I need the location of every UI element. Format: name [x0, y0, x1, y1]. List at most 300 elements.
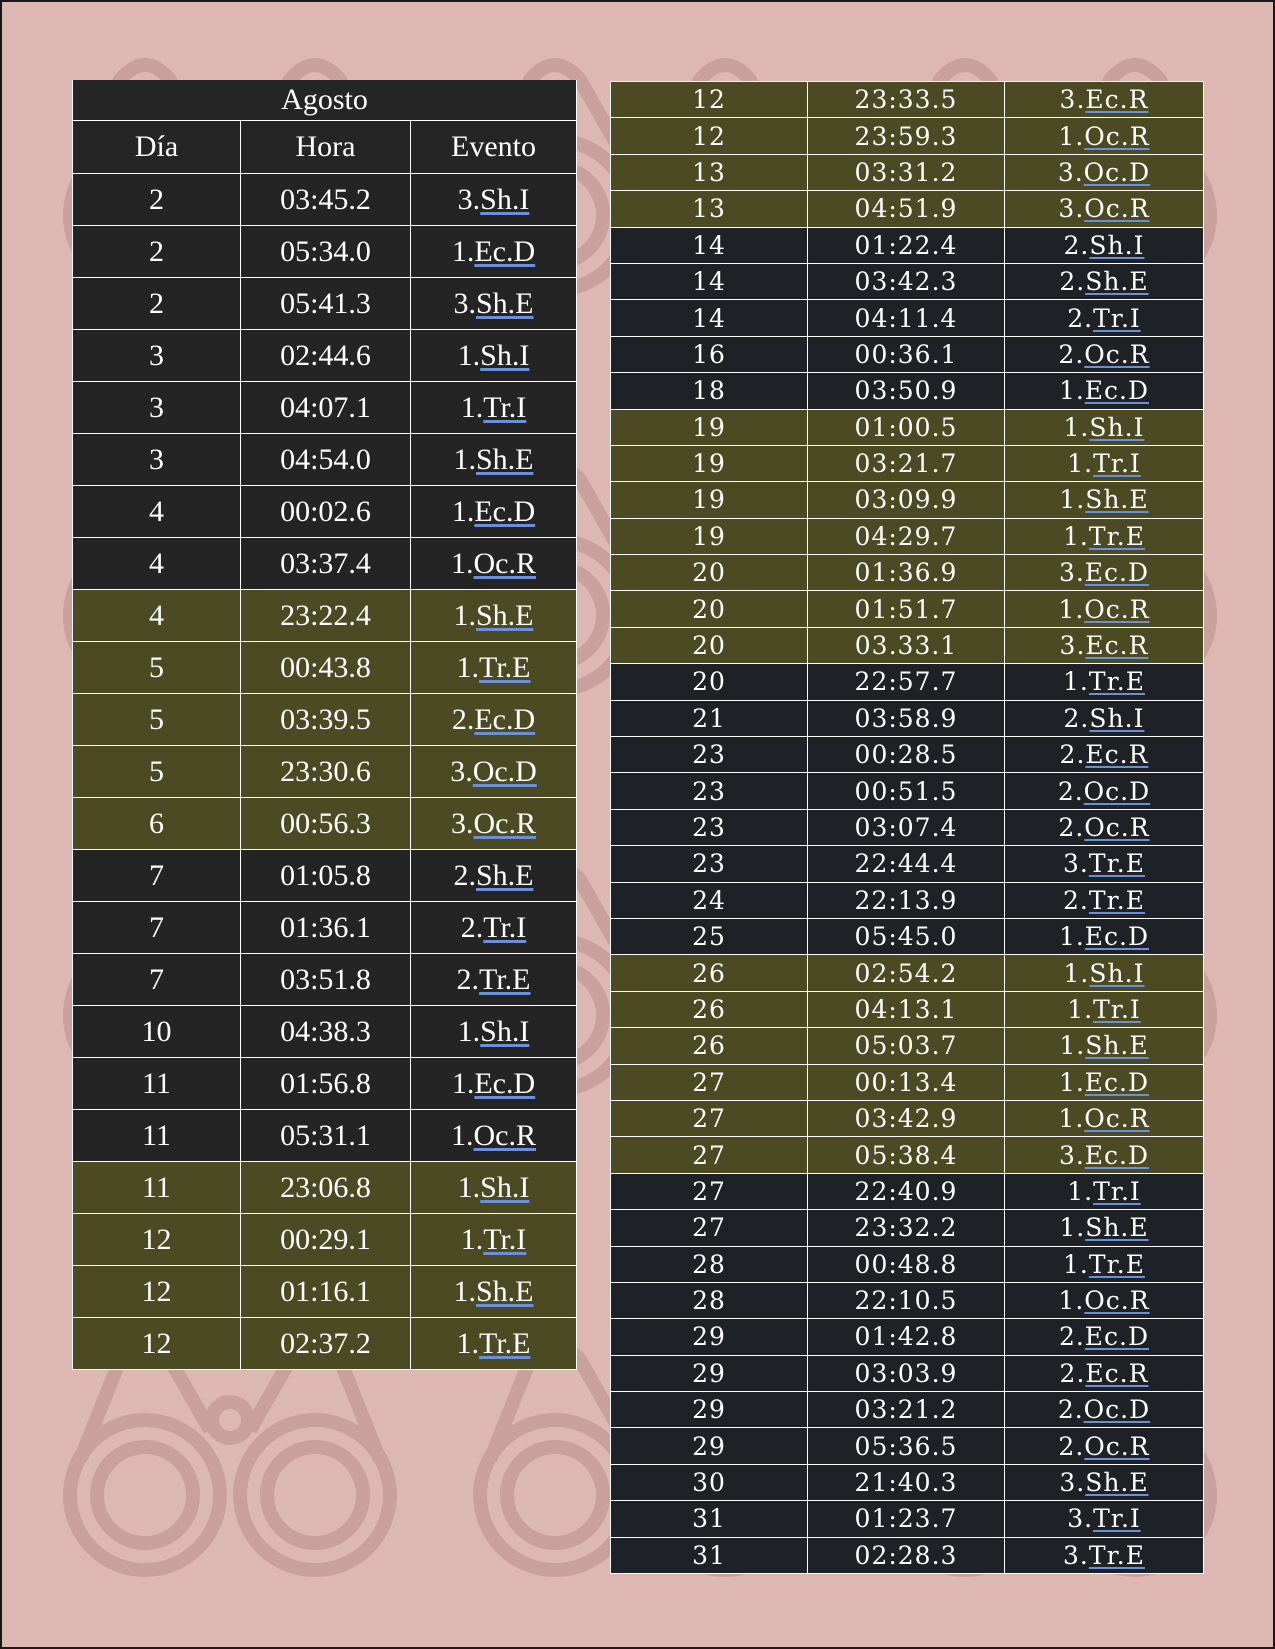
event-satellite-number: 3.: [1057, 157, 1084, 187]
cell-hora: 01:56.8: [241, 1058, 411, 1110]
event-satellite-number: 1.: [451, 546, 474, 580]
event-code: Tr.I: [1093, 449, 1141, 479]
cell-evento: [1005, 1064, 1204, 1100]
event-code: Sh.E: [476, 1274, 534, 1308]
cell-evento: [1005, 846, 1204, 882]
table-row: [73, 1214, 577, 1266]
event-satellite-number: 3.: [1058, 1140, 1085, 1170]
table-row: [73, 1006, 577, 1058]
cell-evento: [1005, 664, 1204, 700]
event-code: Tr.I: [1093, 1504, 1141, 1534]
cell-hora: 03:58.9: [808, 700, 1005, 736]
cell-hora: 23:30.6: [241, 746, 411, 798]
table-row: [73, 434, 577, 486]
cell-evento: [411, 1266, 577, 1318]
cell-hora: 05:03.7: [808, 1028, 1005, 1064]
cell-hora: 04:54.0: [241, 434, 411, 486]
cell-hora: 05:36.5: [808, 1428, 1005, 1464]
event-satellite-number: 1.: [460, 390, 484, 424]
table-row: [611, 445, 1204, 481]
event-code: Sh.E: [476, 286, 534, 320]
cell-evento: [1005, 1355, 1204, 1391]
cell-hora: 03:45.2: [241, 174, 411, 226]
event-code: Sh.E: [1085, 1213, 1149, 1243]
cell-evento: [1005, 991, 1204, 1027]
event-code: Sh.E: [1085, 1468, 1149, 1498]
table-row: [611, 118, 1204, 154]
cell-dia: 12: [611, 82, 808, 118]
event-satellite-number: 1.: [456, 1326, 480, 1360]
cell-hora: 03:42.3: [808, 263, 1005, 299]
event-satellite-number: 3.: [1067, 1504, 1094, 1534]
cell-evento: [411, 226, 577, 278]
event-satellite-number: 1.: [453, 1274, 476, 1308]
event-code: Ec.D: [1084, 922, 1150, 952]
cell-dia: 26: [611, 1028, 808, 1064]
cell-dia: 18: [611, 373, 808, 409]
cell-hora: 23:32.2: [808, 1210, 1005, 1246]
event-satellite-number: 1.: [1059, 485, 1086, 515]
cell-hora: 04:07.1: [241, 382, 411, 434]
table-row: [73, 538, 577, 590]
event-satellite-number: 1.: [1063, 958, 1090, 988]
cell-hora: 21:40.3: [808, 1464, 1005, 1500]
event-code: Oc.R: [1084, 194, 1150, 224]
event-code: Sh.I: [1089, 958, 1145, 988]
event-code: Oc.R: [1084, 121, 1150, 151]
cell-dia: 29: [611, 1319, 808, 1355]
cell-evento: [411, 278, 577, 330]
event-code: Ec.D: [474, 1066, 536, 1100]
cell-evento: [1005, 737, 1204, 773]
cell-dia: 2: [73, 174, 241, 226]
cell-dia: 19: [611, 409, 808, 445]
event-satellite-number: 1.: [1058, 922, 1085, 952]
table-row: [611, 991, 1204, 1027]
cell-evento: [411, 694, 577, 746]
cell-evento: [411, 1058, 577, 1110]
cell-dia: 29: [611, 1392, 808, 1428]
cell-dia: 29: [611, 1428, 808, 1464]
table-row: [611, 1064, 1204, 1100]
cell-hora: 00:48.8: [808, 1246, 1005, 1282]
table-row: [73, 330, 577, 382]
event-satellite-number: 2.: [1063, 230, 1090, 260]
cell-dia: 12: [73, 1214, 241, 1266]
table-row: [73, 642, 577, 694]
cell-dia: 5: [73, 746, 241, 798]
cell-hora: 00:43.8: [241, 642, 411, 694]
table-row: [611, 955, 1204, 991]
column-header-evento: Evento: [411, 121, 577, 174]
table-row: [611, 82, 1204, 118]
cell-hora: 03:39.5: [241, 694, 411, 746]
cell-hora: 00:29.1: [241, 1214, 411, 1266]
event-code: Tr.E: [479, 962, 531, 996]
event-code: Tr.E: [1088, 849, 1145, 879]
cell-dia: 27: [611, 1100, 808, 1136]
cell-evento: [1005, 882, 1204, 918]
event-code: Sh.E: [476, 598, 534, 632]
cell-dia: 20: [611, 664, 808, 700]
table-row: [611, 373, 1204, 409]
event-satellite-number: 1.: [451, 494, 475, 528]
cell-dia: 7: [73, 850, 241, 902]
event-satellite-number: 1.: [457, 1014, 481, 1048]
event-code: Ec.R: [1085, 1358, 1149, 1388]
event-satellite-number: 1.: [1058, 1286, 1085, 1316]
cell-evento: [1005, 445, 1204, 481]
event-satellite-number: 3.: [457, 182, 481, 216]
table-row: [611, 846, 1204, 882]
event-satellite-number: 2.: [1057, 776, 1084, 806]
event-code: Sh.E: [476, 442, 534, 476]
event-satellite-number: 3.: [1059, 631, 1086, 661]
cell-dia: 23: [611, 773, 808, 809]
cell-hora: 22:40.9: [808, 1173, 1005, 1209]
cell-dia: 23: [611, 846, 808, 882]
table-row: [611, 300, 1204, 336]
event-code: Ec.D: [1084, 1140, 1150, 1170]
cell-evento: [1005, 627, 1204, 663]
event-satellite-number: 1.: [456, 650, 480, 684]
table-row: [611, 191, 1204, 227]
cell-hora: 05:31.1: [241, 1110, 411, 1162]
cell-evento: [1005, 591, 1204, 627]
event-code: Ec.D: [1084, 1322, 1150, 1352]
event-code: Sh.I: [1089, 230, 1145, 260]
event-satellite-number: 3.: [1059, 1468, 1086, 1498]
cell-evento: [411, 902, 577, 954]
cell-hora: 23:59.3: [808, 118, 1005, 154]
cell-evento: [1005, 1464, 1204, 1500]
table-row: [611, 263, 1204, 299]
event-satellite-number: 2.: [453, 858, 476, 892]
cell-dia: 24: [611, 882, 808, 918]
cell-hora: 23:22.4: [241, 590, 411, 642]
event-satellite-number: 1.: [457, 1170, 481, 1204]
cell-hora: 04:29.7: [808, 518, 1005, 554]
event-code: Ec.R: [1085, 740, 1149, 770]
cell-evento: [411, 1214, 577, 1266]
cell-hora: 05:34.0: [241, 226, 411, 278]
cell-dia: 2: [73, 226, 241, 278]
event-satellite-number: 2.: [1058, 1322, 1085, 1352]
event-satellite-number: 2.: [1067, 303, 1094, 333]
event-satellite-number: 2.: [451, 702, 475, 736]
event-code: Tr.I: [483, 910, 527, 944]
table-row: [73, 694, 577, 746]
cell-hora: 02:54.2: [808, 955, 1005, 991]
table-row: [611, 1173, 1204, 1209]
event-code: Oc.R: [1084, 1431, 1150, 1461]
table-row: [73, 850, 577, 902]
cell-evento: [1005, 191, 1204, 227]
cell-evento: [1005, 518, 1204, 554]
cell-hora: 00:36.1: [808, 336, 1005, 372]
event-code: Sh.I: [480, 1170, 530, 1204]
cell-dia: 11: [73, 1058, 241, 1110]
event-satellite-number: 3.: [1063, 849, 1089, 879]
cell-dia: 13: [611, 154, 808, 190]
table-row: [611, 482, 1204, 518]
cell-dia: 3: [73, 382, 241, 434]
cell-evento: [1005, 1028, 1204, 1064]
table-row: [611, 409, 1204, 445]
event-code: Sh.E: [1085, 1031, 1149, 1061]
event-code: Sh.I: [1089, 703, 1145, 733]
cell-hora: 02:44.6: [241, 330, 411, 382]
cell-dia: 5: [73, 694, 241, 746]
table-row: [611, 1464, 1204, 1500]
table-row: [611, 1246, 1204, 1282]
event-code: Tr.I: [483, 1222, 527, 1256]
cell-dia: 27: [611, 1210, 808, 1246]
event-code: Oc.D: [1083, 1395, 1151, 1425]
table-row: [611, 882, 1204, 918]
cell-evento: [1005, 1210, 1204, 1246]
cell-hora: 01:51.7: [808, 591, 1005, 627]
cell-evento: [411, 642, 577, 694]
cell-evento: [1005, 809, 1204, 845]
event-satellite-number: 3.: [1058, 194, 1085, 224]
cell-dia: 19: [611, 445, 808, 481]
table-row: [73, 1318, 577, 1370]
cell-dia: 27: [611, 1173, 808, 1209]
cell-dia: 14: [611, 227, 808, 263]
cell-evento: [1005, 118, 1204, 154]
cell-hora: 03:21.2: [808, 1392, 1005, 1428]
cell-dia: 14: [611, 300, 808, 336]
cell-hora: 03.33.1: [808, 627, 1005, 663]
event-satellite-number: 2.: [1059, 740, 1086, 770]
table-row: [611, 518, 1204, 554]
event-code: Oc.R: [473, 806, 537, 840]
cell-hora: 03:42.9: [808, 1100, 1005, 1136]
event-code: Ec.D: [474, 702, 536, 736]
cell-dia: 6: [73, 798, 241, 850]
event-satellite-number: 2.: [1063, 703, 1090, 733]
table-row: [73, 486, 577, 538]
cell-dia: 19: [611, 518, 808, 554]
cell-dia: 3: [73, 434, 241, 486]
cell-dia: 4: [73, 538, 241, 590]
cell-evento: [411, 798, 577, 850]
cell-dia: 21: [611, 700, 808, 736]
cell-dia: 4: [73, 590, 241, 642]
cell-dia: 27: [611, 1064, 808, 1100]
cell-evento: [1005, 918, 1204, 954]
table-row: [611, 1501, 1204, 1537]
cell-dia: 11: [73, 1110, 241, 1162]
cell-evento: [1005, 227, 1204, 263]
cell-hora: 00:51.5: [808, 773, 1005, 809]
cell-dia: 10: [73, 1006, 241, 1058]
event-satellite-number: 1.: [451, 1066, 475, 1100]
table-row: [611, 918, 1204, 954]
event-satellite-number: 1.: [1067, 449, 1094, 479]
event-satellite-number: 2.: [1059, 267, 1086, 297]
cell-evento: [1005, 300, 1204, 336]
cell-dia: 12: [73, 1318, 241, 1370]
cell-evento: [411, 1006, 577, 1058]
cell-dia: 20: [611, 591, 808, 627]
event-code: Sh.E: [1085, 485, 1149, 515]
cell-hora: 03:07.4: [808, 809, 1005, 845]
table-row: [611, 154, 1204, 190]
table-row: [611, 1392, 1204, 1428]
cell-hora: 03:31.2: [808, 154, 1005, 190]
table-row: [611, 664, 1204, 700]
cell-evento: [1005, 1137, 1204, 1173]
event-code: Sh.I: [480, 338, 530, 372]
event-code: Tr.E: [1088, 1249, 1145, 1279]
event-code: Tr.E: [1088, 667, 1145, 697]
cell-dia: 11: [73, 1162, 241, 1214]
cell-evento: [1005, 373, 1204, 409]
cell-hora: 05:45.0: [808, 918, 1005, 954]
table-row: [611, 627, 1204, 663]
cell-evento: [1005, 1392, 1204, 1428]
table-row: [611, 1428, 1204, 1464]
cell-hora: 03:51.8: [241, 954, 411, 1006]
cell-evento: [1005, 82, 1204, 118]
event-satellite-number: 1.: [1058, 1104, 1085, 1134]
cell-hora: 03:50.9: [808, 373, 1005, 409]
table-row: [611, 1537, 1204, 1573]
table-row: [73, 798, 577, 850]
event-code: Oc.D: [1083, 776, 1151, 806]
cell-hora: 23:06.8: [241, 1162, 411, 1214]
cell-hora: 01:36.1: [241, 902, 411, 954]
cell-dia: 31: [611, 1501, 808, 1537]
table-row: [73, 1266, 577, 1318]
event-code: Tr.I: [1093, 303, 1141, 333]
event-code: Tr.I: [1093, 994, 1141, 1024]
event-satellite-number: 1.: [453, 442, 476, 476]
cell-dia: 26: [611, 955, 808, 991]
column-header-dia: Día: [73, 121, 241, 174]
table-row: [73, 382, 577, 434]
cell-evento: [1005, 955, 1204, 991]
table-row: [611, 737, 1204, 773]
table-row: [611, 773, 1204, 809]
cell-dia: 19: [611, 482, 808, 518]
event-code: Tr.I: [1093, 1176, 1141, 1206]
cell-hora: 22:44.4: [808, 846, 1005, 882]
event-satellite-number: 2.: [1058, 813, 1085, 842]
cell-hora: 23:33.5: [808, 82, 1005, 118]
event-satellite-number: 2.: [1058, 1431, 1085, 1461]
event-code: Tr.E: [1088, 1540, 1145, 1570]
event-satellite-number: 1.: [453, 598, 476, 632]
cell-evento: [1005, 1501, 1204, 1537]
event-code: Oc.R: [1084, 1286, 1150, 1316]
cell-hora: 03:21.7: [808, 445, 1005, 481]
table-row: [73, 226, 577, 278]
cell-evento: [1005, 336, 1204, 372]
table-row: [611, 591, 1204, 627]
event-satellite-number: 2.: [1057, 1395, 1084, 1425]
cell-evento: [411, 1318, 577, 1370]
cell-evento: [1005, 409, 1204, 445]
cell-hora: 01:00.5: [808, 409, 1005, 445]
event-code: Oc.R: [473, 546, 537, 580]
cell-dia: 28: [611, 1282, 808, 1318]
cell-evento: [411, 850, 577, 902]
event-satellite-number: 1.: [1067, 1176, 1094, 1206]
event-code: Ec.D: [1084, 1067, 1150, 1097]
event-satellite-number: 1.: [1063, 1249, 1089, 1279]
table-row: [611, 1282, 1204, 1318]
event-satellite-number: 3.: [1058, 558, 1085, 588]
event-code: Oc.R: [473, 1118, 537, 1152]
event-code: Oc.R: [1084, 339, 1150, 369]
table-row: [611, 227, 1204, 263]
column-header-hora: Hora: [241, 121, 411, 174]
cell-dia: 12: [73, 1266, 241, 1318]
cell-dia: 13: [611, 191, 808, 227]
cell-dia: 23: [611, 809, 808, 845]
event-satellite-number: 3.: [1059, 85, 1086, 115]
event-code: Sh.I: [480, 182, 530, 216]
cell-evento: [1005, 555, 1204, 591]
cell-dia: 29: [611, 1355, 808, 1391]
table-row: [611, 700, 1204, 736]
cell-dia: 30: [611, 1464, 808, 1500]
cell-hora: 01:23.7: [808, 1501, 1005, 1537]
cell-hora: 22:57.7: [808, 664, 1005, 700]
event-code: Ec.D: [1084, 558, 1150, 588]
table-row: [611, 1028, 1204, 1064]
events-table-left: [72, 80, 577, 1370]
cell-evento: [1005, 482, 1204, 518]
event-satellite-number: 1.: [1059, 1031, 1086, 1061]
cell-dia: 7: [73, 954, 241, 1006]
table-row: [73, 954, 577, 1006]
cell-dia: 5: [73, 642, 241, 694]
cell-evento: [1005, 700, 1204, 736]
event-satellite-number: 1.: [460, 1222, 484, 1256]
cell-hora: 04:51.9: [808, 191, 1005, 227]
cell-evento: [1005, 1173, 1204, 1209]
event-code: Oc.D: [1083, 157, 1151, 187]
cell-evento: [1005, 773, 1204, 809]
cell-hora: 03:03.9: [808, 1355, 1005, 1391]
cell-evento: [411, 538, 577, 590]
event-satellite-number: 1.: [1058, 1067, 1085, 1097]
cell-hora: 03:37.4: [241, 538, 411, 590]
cell-hora: 01:05.8: [241, 850, 411, 902]
event-code: Sh.I: [480, 1014, 530, 1048]
event-code: Sh.I: [1089, 412, 1145, 442]
cell-evento: [1005, 1537, 1204, 1573]
table-row: [73, 174, 577, 226]
cell-evento: [1005, 1428, 1204, 1464]
event-satellite-number: 3.: [1063, 1540, 1089, 1570]
event-satellite-number: 1.: [1063, 521, 1089, 551]
event-code: Tr.E: [1088, 521, 1145, 551]
cell-dia: 14: [611, 263, 808, 299]
cell-dia: 20: [611, 627, 808, 663]
cell-evento: [1005, 1246, 1204, 1282]
event-code: Sh.E: [476, 858, 534, 892]
cell-evento: [1005, 1100, 1204, 1136]
event-satellite-number: 1.: [451, 234, 475, 268]
cell-hora: 05:38.4: [808, 1137, 1005, 1173]
cell-hora: 02:37.2: [241, 1318, 411, 1370]
cell-evento: [411, 174, 577, 226]
